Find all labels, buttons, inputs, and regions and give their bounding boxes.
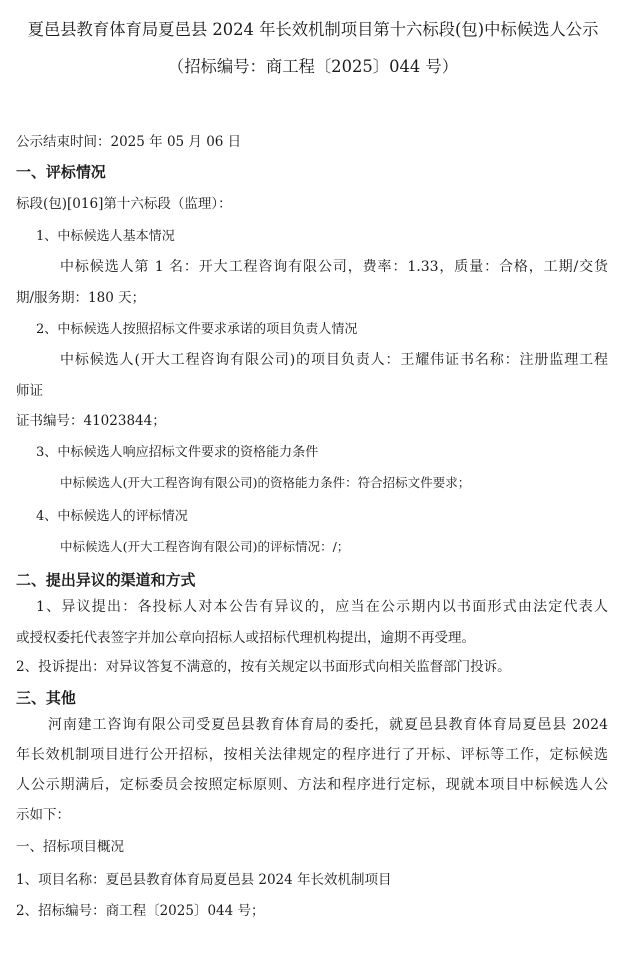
- objection-item1-line1: 1、异议提出：各投标人对本公告有异议的，应当在公示期内以书面形式由法定代表人: [36, 599, 608, 615]
- section-heading-objection: 二、提出异议的渠道和方式: [16, 571, 196, 589]
- item-body-certificate-number: 证书编号：41023844；: [16, 413, 166, 429]
- document-title-line2: （招标编号：商工程〔2025〕044 号）: [167, 57, 459, 76]
- other-paragraph-line4: 示如下：: [16, 807, 70, 823]
- item-title-project-leader: 2、中标候选人按照招标文件要求承诺的项目负责人情况: [36, 322, 358, 337]
- item-body-project-leader-line1: 中标候选人(开大工程咨询有限公司)的项目负责人：王耀伟证书名称：注册监理工程: [60, 352, 608, 368]
- notice-end-time: 公示结束时间：2025 年 05 月 06 日: [16, 134, 242, 150]
- project-name-item: 1、项目名称：夏邑县教育体育局夏邑县 2024 年长效机制项目: [16, 872, 392, 888]
- other-paragraph-line2: 年长效机制项目进行公开招标，按相关法律规定的程序进行了开标、评标等工作，定标候选: [16, 747, 608, 763]
- item-body-evaluation: 中标候选人(开大工程咨询有限公司)的评标情况：/；: [60, 539, 350, 554]
- item-title-evaluation: 4、中标候选人的评标情况: [36, 509, 188, 524]
- item-body-qualification: 中标候选人(开大工程咨询有限公司)的资格能力条件：符合招标文件要求；: [60, 475, 471, 490]
- segment-label: 标段(包)[016]第十六标段（监理）：: [16, 196, 232, 212]
- section-heading-evaluation: 一、评标情况: [16, 163, 106, 181]
- sub-heading-project-overview: 一、招标项目概况: [16, 839, 124, 855]
- objection-item1-line2: 或授权委托代表签字并加公章向招标人或招标代理机构提出，逾期不再受理。: [16, 630, 475, 646]
- item-body-project-leader-line2: 师证: [16, 383, 43, 399]
- objection-item2: 2、投诉提出：对异议答复不满意的，按有关规定以书面形式向相关监督部门投诉。: [16, 659, 511, 675]
- document-title-line1: 夏邑县教育体育局夏邑县 2024 年长效机制项目第十六标段(包)中标候选人公示: [27, 20, 599, 39]
- section-heading-other: 三、其他: [16, 689, 76, 707]
- tender-number-item: 2、招标编号：商工程〔2025〕044 号；: [16, 903, 265, 919]
- item-title-basic-info: 1、中标候选人基本情况: [36, 229, 175, 244]
- item-body-basic-info-line2: 期/服务期：180 天；: [16, 290, 146, 306]
- item-body-basic-info-line1: 中标候选人第 1 名：开大工程咨询有限公司，费率：1.33，质量：合格，工期/交货: [60, 259, 608, 275]
- other-paragraph-line1: 河南建工咨询有限公司受夏邑县教育体育局的委托，就夏邑县教育体育局夏邑县 2024: [48, 717, 608, 733]
- other-paragraph-line3: 人公示期满后，定标委员会按照定标原则、方法和程序进行定标，现就本项目中标候选人公: [16, 777, 608, 793]
- item-title-qualification: 3、中标候选人响应招标文件要求的资格能力条件: [36, 445, 319, 460]
